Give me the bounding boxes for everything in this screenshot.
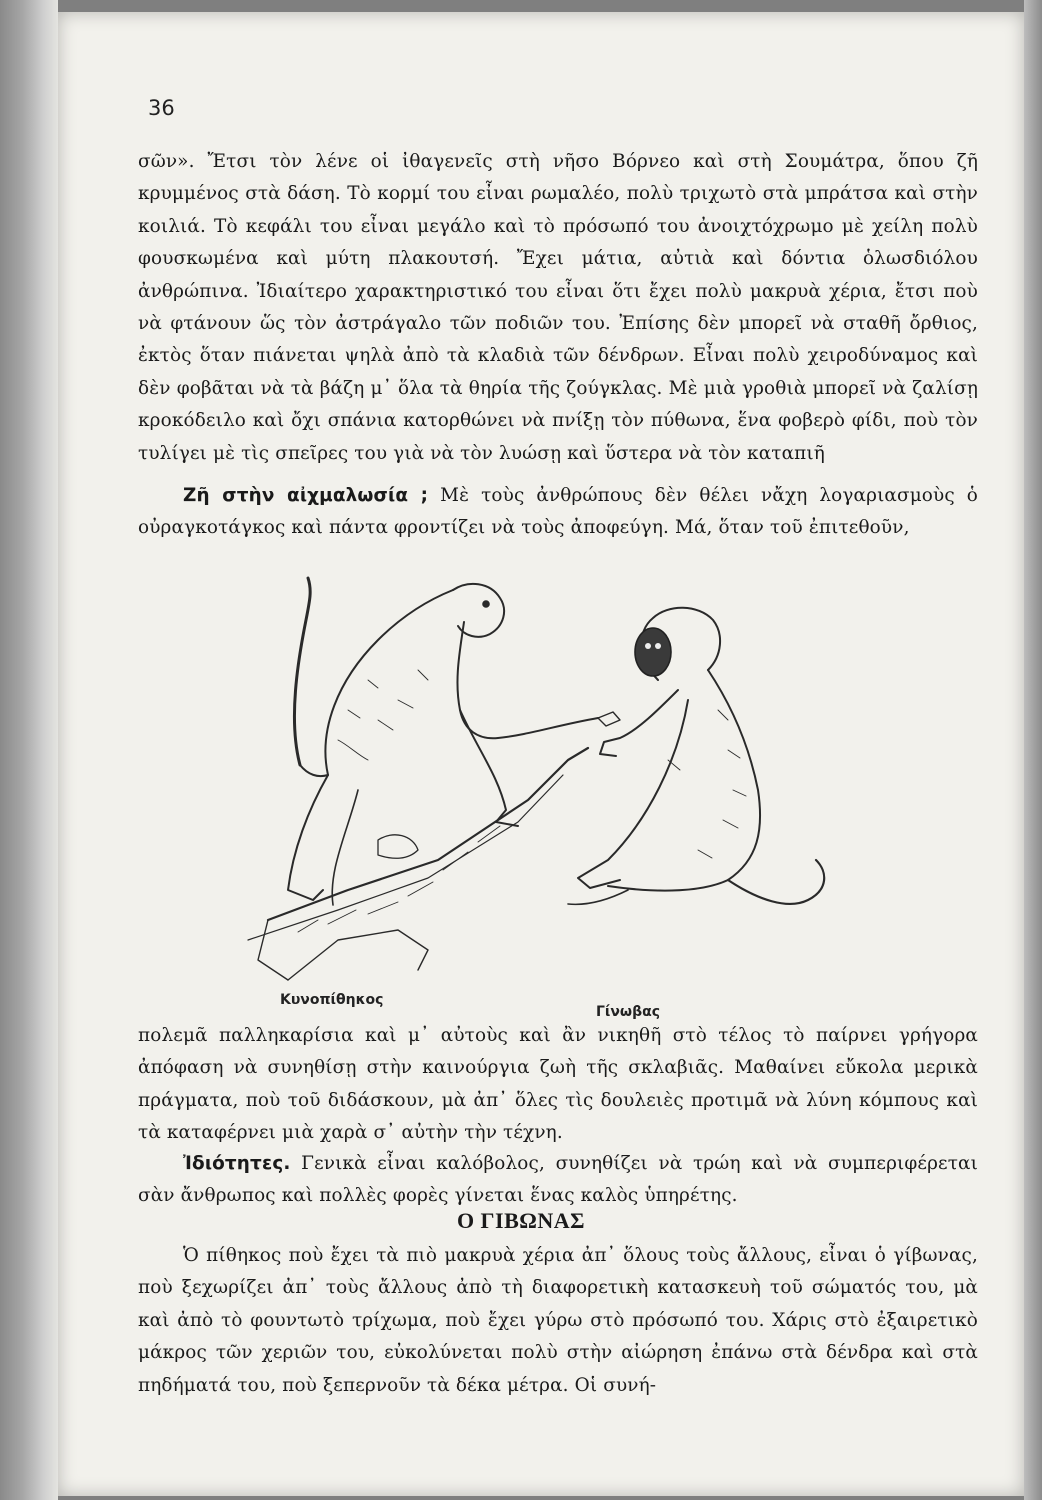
- paragraph-orangutan-description: σῶν». Ἔτσι τὸν λένε οἱ ἰθαγενεῖς στὴ νῆσο Βόρνεο καὶ στὴ Σουμάτρα, ὅπου ζῆ κρυμμένος στὰ δάση. Τὸ κορμί του εἶναι ρωμαλέο, πολὺ τριχωτὸ στὰ μπράτσα καὶ στὴν κοιλιά. Τὸ κεφάλι του εἶναι μεγάλο καὶ τὸ πρόσωπό του ἀνοιχτόχρωμο μὲ χείλη πολὺ φουσκωμένα καὶ μύτη πλακουτσή. Ἔχει μάτια, αὐτιὰ καὶ δόντια ὁλωσδιόλου ἀνθρώπινα. Ἰδιαίτερο χαρακτηριστικό του εἶναι ὅτι ἔχει πολὺ μακρυὰ χέρια, ἔτσι ποὺ νὰ φτάνουν ὥς τὸν ἀστράγαλο τῶν ποδιῶν του. Ἐπίσης δὲν μπορεῖ νὰ σταθῆ ὄρθιος, ἐκτὸς ὅταν πιάνεται ψηλὰ ἀπὸ τὰ κλαδιὰ τῶν δένδρων. Εἶναι πολὺ χειροδύναμος καὶ δὲν φοβᾶται νὰ τὰ βάζη μ᾽ ὅλα τὰ θηρία τῆς ζούγκλας. Μὲ μιὰ γροθιὰ μπορεῖ νὰ ζαλίσῃ κροκόδειλο καὶ ὄχι σπάνια κατορθώνει νὰ πνίξῃ τὸν πύθωνα, ἕνα φοβερὸ φίδι, ποὺ τὸν τυλίγει μὲ τὶς σπεῖρες του γιὰ νὰ τὸν λυώσῃ καὶ ὕστερα νὰ τὸν καταπιῆ: [138, 151, 978, 464]
- paragraph-properties-text: Γενικὰ εἶναι καλόβολος, συνηθίζει νὰ τρώη καὶ νὰ συμπεριφέρεται σὰν ἄνθρωπος καὶ πολλὲς φορὲς γίνεται ἕνας καλὸς ὑπηρέτης.: [138, 1153, 978, 1207]
- caption-left-monkey: Κυνοπίθηκος: [280, 992, 384, 1008]
- paragraph-gibbon: Ὁ πίθηκος ποὺ ἔχει τὰ πιὸ μακρυὰ χέρια ἀπ᾽ ὅλους τοὺς ἄλλους, εἶναι ὁ γίβωνας, ποὺ ξεχωρίζει ἀπ᾽ τοὺς ἄλλους ἀπὸ τὴ διαφορετικὴ κατασκευὴ τοῦ σώματός του, μὰ καὶ ἀπὸ τὸ φουντωτὸ τρίχωμα, ποὺ ἔχει γύρω στὸ πρόσωπό του. Χάρις στὸ ἐξαιρετικὸ μάκρος τῶν χεριῶν του, εὐκολύνεται πολὺ στὴν αἰώρηση ἐπάνω στὰ δένδρα καὶ στὰ πηδήματά του, ποὺ ξεπερνοῦν τὰ δέκα μέτρα. Οἱ συνή-: [138, 1245, 978, 1396]
- monkey-back: [325, 590, 453, 775]
- monkey-tail: [294, 578, 310, 765]
- scan-left-margin: [0, 0, 58, 1500]
- paragraph-properties-heading: Ἰδιότητες.: [183, 1153, 291, 1174]
- monkey-head: [453, 584, 504, 637]
- paragraph-captivity-text: Μὲ τοὺς ἀνθρώπους δὲν θέλει νἄχη λογαριασμοὺς ὁ οὐραγκοτάγκος καὶ πάντα φροντίζει νὰ τοὺς ἀποφεύγη. Μά, ὅταν τοῦ ἐπιτεθοῦν,: [138, 485, 978, 539]
- paragraph-captivity-continued: πολεμᾶ παλληκαρίσια καὶ μ᾽ αὐτοὺς καὶ ἂν νικηθῆ στὸ τέλος τὸ παίρνει γρήγορα ἀπόφαση νὰ συνηθίσῃ στὴν καινούργια ζωὴ τῆς σκλαβιᾶς. Μαθαίνει εὔκολα μερικὰ πράγματα, ποὺ τοῦ διδάσκουν, μὰ ἀπ᾽ ὅλες τὶς δουλειὲς προτιμᾶ νὰ λύνη κόμπους καὶ τὰ καταφέρνει μιὰ χαρὰ σ᾽ αὐτὴν τὴν τέχνη.: [138, 1025, 978, 1144]
- gibbon-back: [608, 670, 760, 891]
- paragraph-properties: [138, 1148, 978, 1213]
- paragraph-captivity: [138, 480, 978, 545]
- branch: [268, 748, 588, 920]
- paragraph-captivity-heading: Ζῆ στὴν αἰχμαλωσία ;: [183, 485, 429, 506]
- monkey-arm: [457, 622, 598, 738]
- monkeys-illustration: [228, 560, 838, 990]
- scan-right-margin: [1024, 0, 1042, 1500]
- section-title-gibbon: Ο ΓΙΒΩΝΑΣ: [456, 1208, 586, 1233]
- caption-right-monkey: Γίνωβας: [596, 1004, 661, 1020]
- page-number: 36: [148, 96, 175, 120]
